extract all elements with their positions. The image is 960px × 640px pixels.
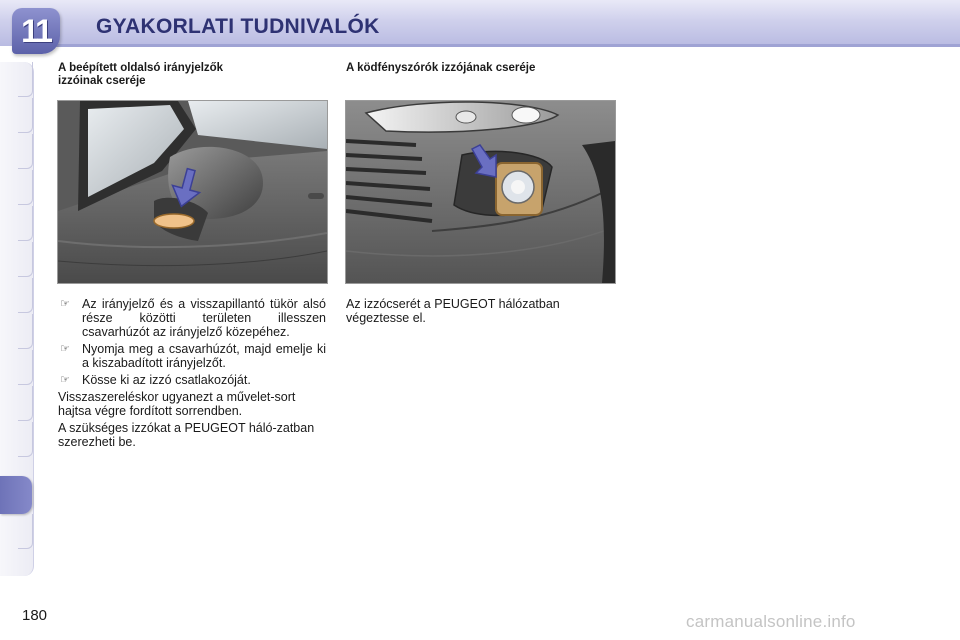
- side-mirror-indicator-photo: [57, 100, 328, 284]
- header-rule: [40, 44, 960, 47]
- side-tab[interactable]: [18, 386, 33, 421]
- side-tab[interactable]: [18, 314, 33, 349]
- instruction-step: [58, 373, 326, 387]
- chapter-side-rail: [0, 62, 34, 576]
- side-tab[interactable]: [18, 134, 33, 169]
- side-tab[interactable]: [18, 278, 33, 313]
- fog-lamp-instructions: [346, 297, 614, 328]
- side-tab-active[interactable]: [0, 476, 32, 514]
- side-tab[interactable]: [18, 206, 33, 241]
- instruction-text: Kösse ki az izzó csatlakozóját.: [82, 373, 251, 387]
- reassembly-note: Visszaszereléskor ugyanezt a művelet-sort hajtsa végre fordított sorrendben.: [58, 390, 296, 418]
- instruction-text: Az irányjelző és a visszapillantó tükör alsó része közötti területen illesszen csavarhúzót az irányjelző közepéhez.: [82, 297, 326, 339]
- fog-lamp-note: Az izzócserét a PEUGEOT hálózatban végeztesse el.: [346, 297, 560, 325]
- section-heading-fog-lamp: A ködfényszórók izzójának cseréje: [346, 62, 536, 74]
- pointing-hand-icon: ☞: [60, 374, 70, 386]
- page-title: GYAKORLATI TUDNIVALÓK: [96, 15, 380, 38]
- parts-note: A szükséges izzókat a PEUGEOT háló-zatban szerezheti be.: [58, 421, 315, 449]
- watermark: carmanualsonline.info: [686, 612, 856, 631]
- pointing-hand-icon: ☞: [60, 298, 70, 310]
- heading-line: A beépített oldalsó irányjelzők: [58, 62, 224, 74]
- side-tab[interactable]: [18, 242, 33, 277]
- side-tab[interactable]: [18, 350, 33, 385]
- side-tab[interactable]: [18, 170, 33, 205]
- instruction-step: [58, 342, 326, 370]
- pointing-hand-icon: ☞: [60, 343, 70, 355]
- side-tab[interactable]: [18, 422, 33, 457]
- side-tab[interactable]: [18, 98, 33, 133]
- instruction-text: Nyomja meg a csavarhúzót, majd emelje ki a kiszabadított irányjelzőt.: [82, 342, 326, 370]
- side-tab[interactable]: [18, 62, 33, 97]
- section-heading-side-indicator: [58, 62, 223, 88]
- instruction-step: [58, 297, 326, 339]
- heading-line: izzóinak cseréje: [58, 75, 146, 87]
- fog-lamp-photo: [345, 100, 616, 284]
- side-tab[interactable]: [18, 514, 33, 549]
- side-indicator-instructions: [58, 297, 326, 452]
- chapter-number: 11: [21, 12, 51, 49]
- page-number: 180: [22, 607, 48, 624]
